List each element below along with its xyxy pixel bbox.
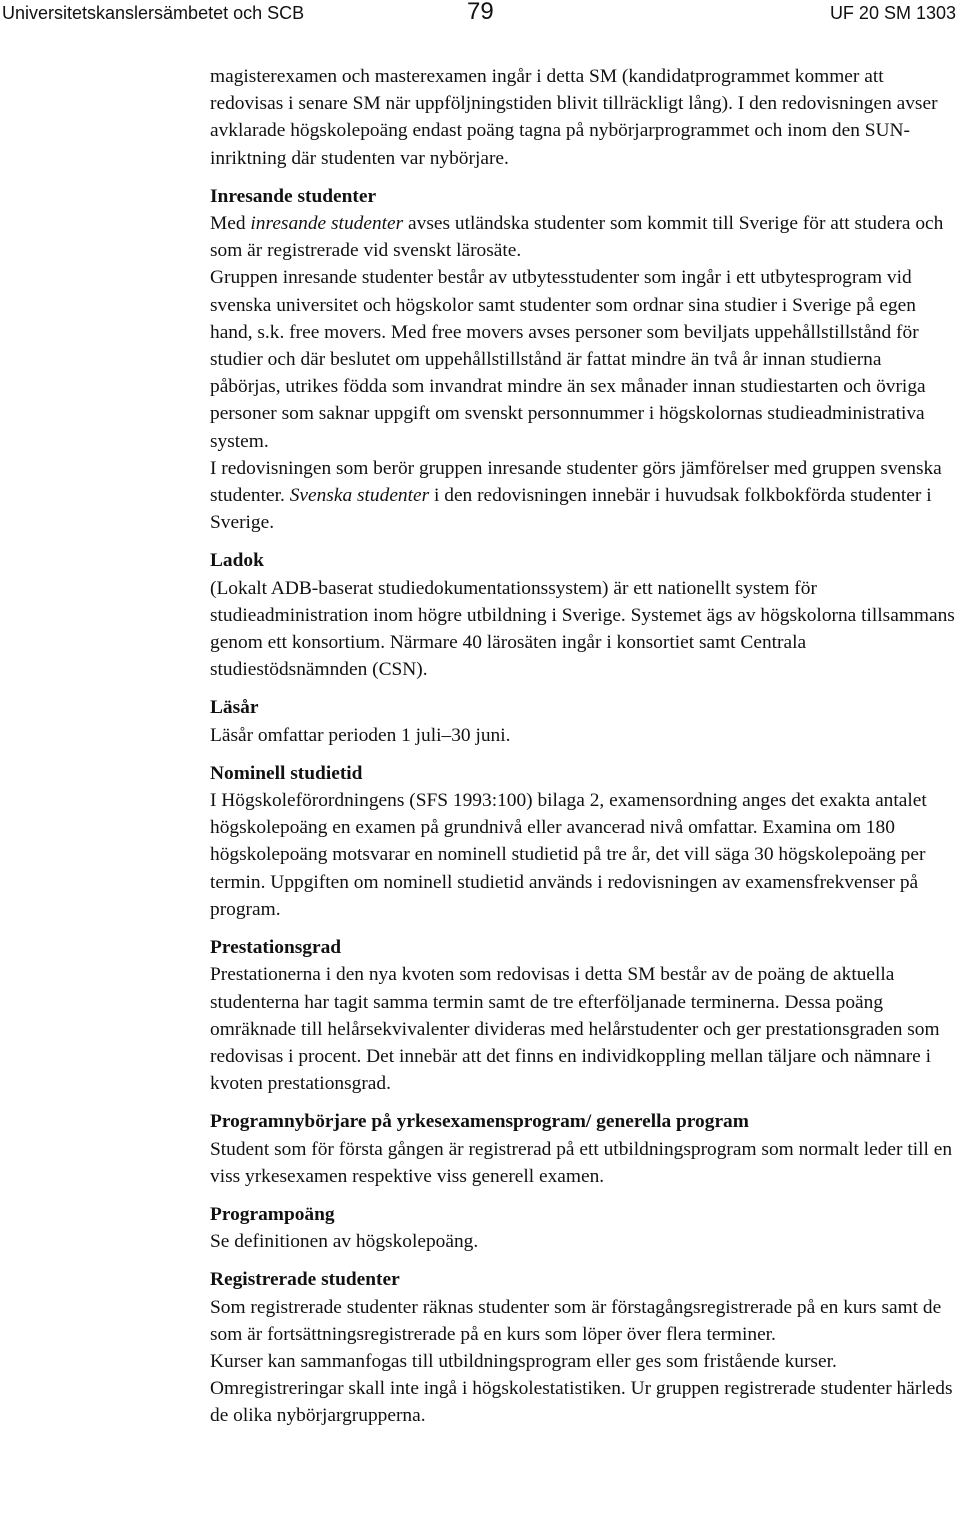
inresande-p3-after: i den redovisningen innebär i huvudsak folkbokförda studenter i Sverige. [210, 485, 932, 534]
registrerade-paragraph-2: Kurser kan sammanfogas till utbildningsprogram eller ges som fristående kurser. Omregistreringar skall inte ingå i högskolestatistiken. Ur gruppen registrerade studenter härleds de olika nybörjargrupperna. [210, 1350, 953, 1427]
heading-lasar: Läsår [210, 697, 259, 719]
nominell-paragraph: I Högskoleförordningens (SFS 1993:100) bilaga 2, examensordning anges det exakta antalet högskolepoäng en examen på grundnivå eller avancerad nivå omfattar. Examina om 180 högskolepoäng motsvarar en nominell studietid på tre år, det vill säga 30 högskolepoäng per termin. Uppgiften om nominell studietid används i redovisningen av examensfrekvenser på program. [210, 790, 927, 920]
lasar-paragraph: Läsår omfattar perioden 1 juli–30 juni. [210, 724, 511, 746]
inresande-paragraph-3 [210, 455, 955, 537]
header-publisher: Universitetskanslersämbetet och SCB [2, 3, 305, 23]
page-number: 79 [467, 0, 494, 25]
report-id: UF 20 SM 1303 [829, 3, 956, 23]
ladok-paragraph: (Lokalt ADB-baserat studiedokumentationssystem) är ett nationellt system för studieadministration inom högre utbildning i Sverige. Systemet ägs av högskolorna tillsammans genom ett konsortium. Närmare 40 lärosäten ingår i konsortiet samt Centrala studiestödsnämnden (CSN). [210, 577, 955, 681]
heading-ladok: Ladok [210, 550, 264, 572]
programpoang-paragraph: Se definitionen av högskolepoäng. [210, 1231, 479, 1253]
section-prestationsgrad [210, 934, 955, 1097]
heading-programpoang: Programpoäng [210, 1203, 335, 1225]
inresande-p1-before: Med [210, 213, 251, 235]
inresande-p1-after: avses utländska studenter som kommit till Sverige för att studera och som är registrerade vid svenskt lärosäte. [210, 213, 944, 262]
intro-section [210, 63, 955, 172]
programnyborjare-paragraph: Student som för första gången är registrerad på ett utbildningsprogram som normalt leder till en viss yrkesexamen respektive viss generell examen. [210, 1138, 953, 1187]
prestationsgrad-paragraph: Prestationerna i den nya kvoten som redovisas i detta SM består av de poäng de aktuella studenterna har tagit samma termin samt de tre efterföljanade terminerna. Dessa poäng omräknade till helårsekvivalenter divideras med helårstudenter och ger prestationsgraden som redovisas i procent. Det innebär att det finns en individkoppling mellan täljare och nämnare i kvoten prestationsgrad. [210, 964, 940, 1095]
inresande-p3-term: Svenska studenter [289, 485, 430, 507]
heading-nominell-studietid: Nominell studietid [210, 762, 363, 784]
intro-paragraph: magisterexamen och masterexamen ingår i detta SM (kandidatprogrammet kommer att redovisas i senare SM när uppföljningstiden blivit tillräckligt lång). I den redovisningen avser avklarade högskolepoäng endast poäng tagna på nybörjarprogrammet och inom den SUN- inriktning där studenten var nybörjare. [210, 66, 938, 169]
section-lasar [210, 694, 955, 748]
section-inresande [210, 183, 955, 537]
heading-inresande: Inresande studenter [210, 185, 377, 207]
inresande-paragraph-1 [210, 210, 955, 264]
section-ladok [210, 547, 955, 683]
heading-programnyborjare: Programnybörjare på yrkesexamensprogram/ generella program [210, 1111, 749, 1133]
section-nominell-studietid [210, 760, 955, 923]
inresande-paragraph-2: Gruppen inresande studenter består av utbytesstudenter som ingår i ett utbytesprogram vid svenska universitet och högskolor samt studenter som ordnar sina studier i Sverige på egen hand, s.k. free movers. Med free movers avses personer som beviljats uppehållstillstånd för studier och där beslutet om uppehållstillstånd är fattat mindre än två år innan studierna påbörjas, utrikes födda som invandrat mindre än sex månader innan studiestarten och övriga personer som saknar uppgift om svenskt personnummer i högskolornas studieadministrativa system. [210, 267, 926, 452]
inresande-p1-term: inresande studenter [250, 213, 404, 235]
section-programnyborjare [210, 1108, 955, 1190]
page-header [0, 0, 960, 30]
heading-registrerade: Registrerade studenter [210, 1269, 400, 1291]
inresande-p3-before: I redovisningen som berör gruppen inresande studenter görs jämförelser med gruppen svenska studenter. [210, 457, 942, 507]
registrerade-paragraph-1: Som registrerade studenter räknas studenter som är förstagångsregistrerade på en kurs samt de som är fortsättningsregistrerade på en kurs som löper över flera terminer. [210, 1296, 942, 1345]
document-body [210, 63, 955, 1441]
heading-prestationsgrad: Prestationsgrad [210, 937, 342, 959]
section-registrerade [210, 1266, 955, 1429]
section-programpoang [210, 1201, 955, 1255]
